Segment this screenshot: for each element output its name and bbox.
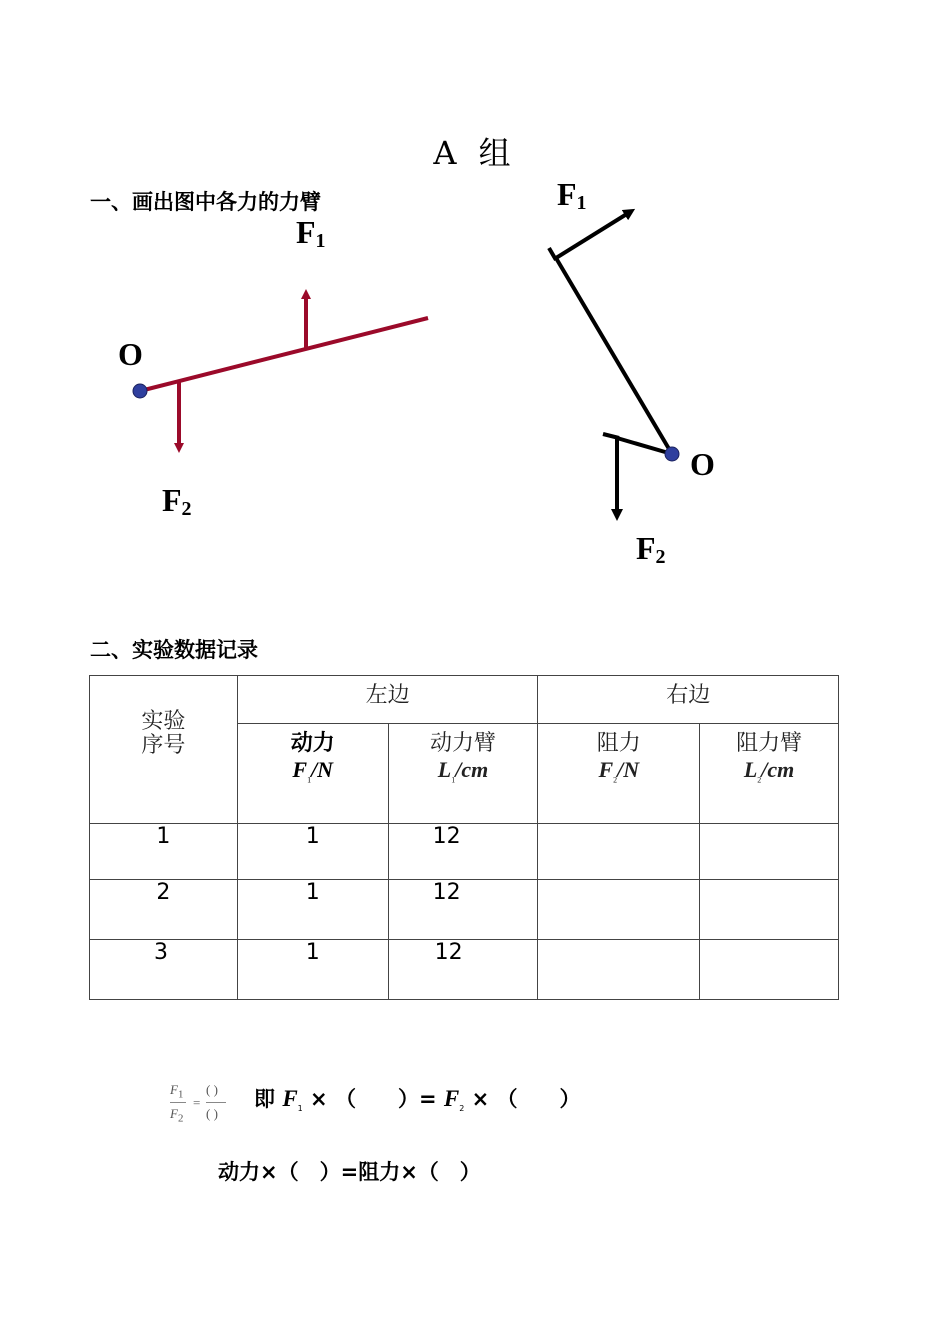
right-lever-top-tick (549, 248, 556, 260)
left-f1-label: $F_1$ (296, 214, 326, 252)
right-lever-bottom-tick (603, 434, 619, 438)
cell-resistance-arm (700, 824, 839, 880)
row-index: 1 (90, 824, 238, 880)
formula-line-2: 动力×（ ）=阻力×（ ） (218, 1160, 481, 1184)
cell-resistance-arm (700, 940, 839, 1000)
column-header-resistance: 阻力 $F_2/N$ (538, 724, 700, 824)
left-pivot-dot (133, 384, 147, 398)
cell-effort-arm: 12 (388, 824, 538, 880)
right-f1-label: $F_1$ (557, 176, 587, 214)
group-header-right: 右边 (538, 676, 839, 724)
section-1-heading: 一、画出图中各力的力臂 (90, 190, 321, 214)
cell-effort: 1 (237, 880, 388, 940)
table-row (90, 880, 839, 940)
left-lever-bar (140, 318, 428, 391)
table-row (90, 824, 839, 880)
left-pivot-label: O (118, 336, 143, 372)
fraction-bar-right (206, 1102, 226, 1103)
right-lever-long-arm (556, 258, 672, 454)
experiment-data-table (89, 675, 839, 1000)
fraction-right-bottom: ( ) (206, 1106, 218, 1121)
group-header-left: 左边 (237, 676, 538, 724)
ratio-fraction (170, 1082, 230, 1132)
right-f2-label: $F_2$ (636, 530, 666, 568)
section-2-heading: 二、实验数据记录 (90, 638, 258, 662)
cell-effort-arm: 12 (388, 940, 538, 1000)
right-pivot-dot (665, 447, 679, 461)
cell-effort-arm: 12 (388, 880, 538, 940)
fraction-numerator: $F_1$ (170, 1082, 184, 1101)
page-title: A 组 (433, 134, 517, 172)
fraction-bar-left (170, 1102, 186, 1103)
column-header-effort-arm: 动力臂 $L_1/cm$ (388, 724, 538, 824)
row-index: 3 (90, 940, 238, 1000)
cell-resistance (538, 880, 700, 940)
fraction-right-top: ( ) (206, 1082, 218, 1097)
column-header-resistance-arm: 阻力臂 $L_2/cm$ (700, 724, 839, 824)
lever-diagrams (0, 0, 950, 620)
cell-resistance (538, 824, 700, 880)
row-index: 2 (90, 880, 238, 940)
cell-effort: 1 (237, 940, 388, 1000)
table-row (90, 940, 839, 1000)
fraction-equals: = (193, 1095, 201, 1110)
right-pivot-label: O (690, 446, 715, 482)
table-corner-header: 实验 序号 (90, 676, 238, 824)
fraction-denominator: $F_2$ (170, 1106, 184, 1125)
column-header-effort: 动力 $F_1/N$ (237, 724, 388, 824)
cell-resistance-arm (700, 880, 839, 940)
formula-line-1: 即 $F_1$ × （ ）= $F_2$ × （ ） (254, 1086, 581, 1114)
right-force-f1-arrow (556, 212, 630, 258)
cell-effort: 1 (237, 824, 388, 880)
left-f2-label: $F_2$ (162, 482, 192, 520)
cell-resistance (538, 940, 700, 1000)
